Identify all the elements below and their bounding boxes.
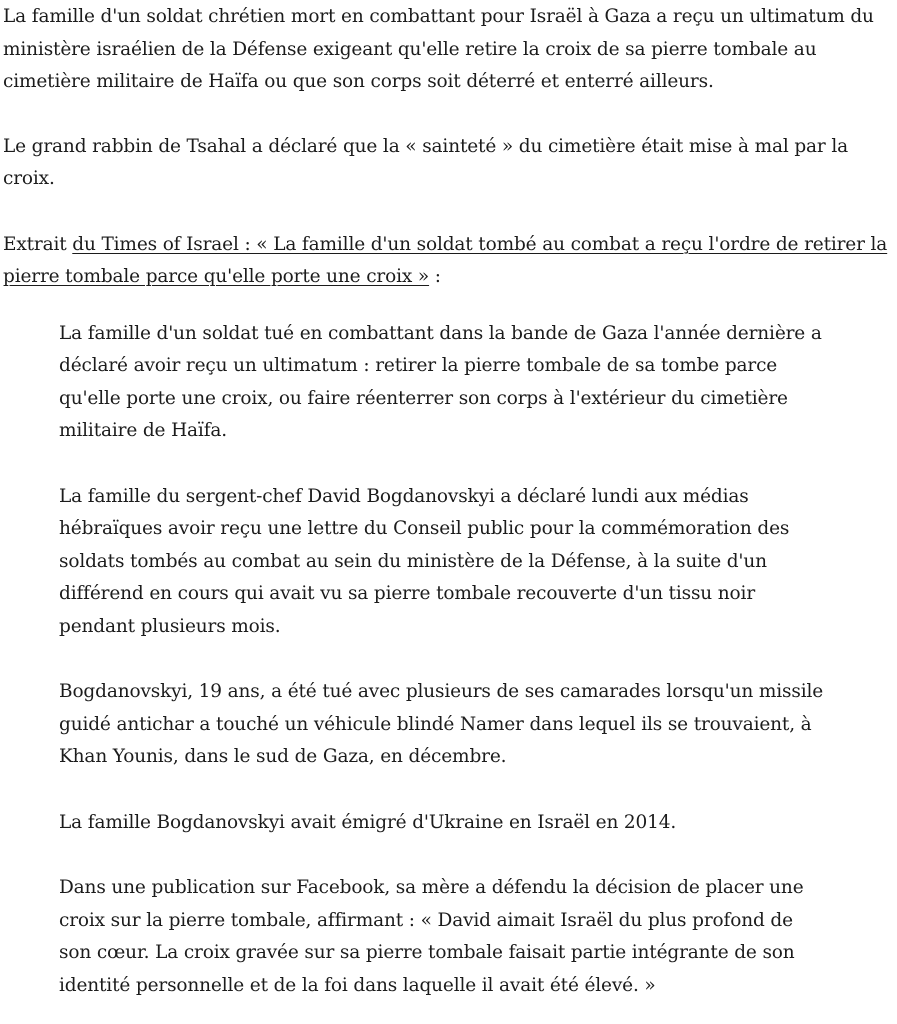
article-body (3, 0, 893, 1002)
source-suffix: : (429, 266, 441, 287)
quote-paragraph-ultimatum: La famille d'un soldat tué en combattant dans la bande de Gaza l'année dernière a déclaré avoir reçu un ultimatum : retirer la pierre tombale de sa tombe parce qu'elle porte une croix, ou faire réenterrer son corps à l'extérieur du cimetière militaire de Haïfa. (59, 322, 822, 441)
source-prefix: Extrait (3, 233, 73, 255)
quote-paragraph-emigration: La famille Bogdanovskyi avait émigré d'Ukraine en Israël en 2014. (59, 811, 677, 833)
quote-paragraph-death: Bogdanovskyi, 19 ans, a été tué avec plusieurs de ses camarades lorsqu'un missile guidé antichar a touché un véhicule blindé Namer dans lequel ils se trouvaient, à Khan Younis, dans le sud de Gaza, en décembre. (59, 681, 824, 767)
quote-paragraph-letter: La famille du sergent-chef David Bogdanovskyi a déclaré lundi aux médias hébraïques avoir reçu une lettre du Conseil public pour la commémoration des soldats tombés au combat au sein du ministère de la Défense, à la suite d'un différend en cours qui avait vu sa pierre tombale recouverte d'un tissu noir pendant plusieurs mois. (59, 485, 790, 637)
times-of-israel-link[interactable]: du Times of Israel : « La famille d'un soldat tombé au combat a reçu l'ordre de retirer la pierre tombale parce qu'elle porte une croix » (3, 233, 888, 287)
blockquote (59, 318, 829, 1003)
article-paragraph-intro: La famille d'un soldat chrétien mort en combattant pour Israël à Gaza a reçu un ultimatum du ministère israélien de la Défense exigeant qu'elle retire la croix de sa pierre tombale au cimetière militaire de Haïfa ou que son corps soit déterré et enterré ailleurs. (3, 6, 874, 92)
quote-paragraph-mother: Dans une publication sur Facebook, sa mère a défendu la décision de placer une croix sur la pierre tombale, affirmant : « David aimait Israël du plus profond de son cœur. La croix gravée sur sa pierre tombale faisait partie intégrante de son identité personnelle et de la foi dans laquelle il avait été élevé. » (59, 877, 804, 996)
article-paragraph-rabbi: Le grand rabbin de Tsahal a déclaré que la « sainteté » du cimetière était mise à mal par la croix. (3, 135, 848, 189)
article-paragraph-source (3, 229, 893, 294)
